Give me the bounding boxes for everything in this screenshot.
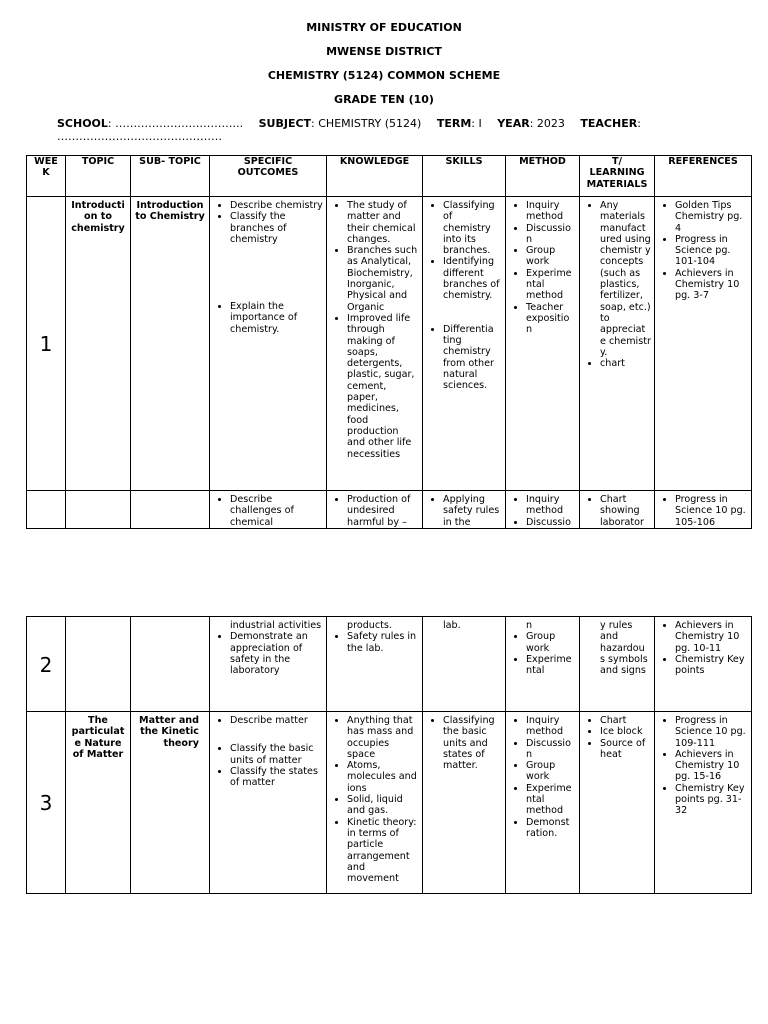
col-week: WEE K <box>27 156 66 197</box>
table-row <box>27 197 752 491</box>
continued-text: n <box>526 620 533 631</box>
knowledge-cell <box>327 617 423 712</box>
method-cell <box>506 617 580 712</box>
term-label: TERM <box>436 117 472 130</box>
list-item: • Progress in Science 10 pg. 109-111 <box>675 715 748 749</box>
col-subtopic: SUB- TOPIC <box>131 156 210 197</box>
list-item: • Chart showing laborator <box>600 494 651 528</box>
list-item: • Classifying of chemistry into its branches. <box>443 200 502 256</box>
materials-cell <box>580 617 655 712</box>
subtopic-cell: Introduction to Chemistry <box>131 197 210 491</box>
subject-value: : CHEMISTRY (5124) <box>311 117 422 130</box>
list-item: • Improved life through making of soaps, detergents, plastic, sugar, cement, paper, medicines, food production and other life necessities <box>347 313 419 460</box>
table-header-row <box>27 156 752 197</box>
header-district: MWENSE DISTRICT <box>326 45 442 58</box>
topic-cell: Introducti on to chemistry <box>66 197 131 491</box>
scheme-meta <box>57 117 717 143</box>
school-label: SCHOOL <box>57 117 108 130</box>
list-item: • Chemistry Key points <box>675 654 748 677</box>
year-value: : 2023 <box>529 117 565 130</box>
col-references: REFERENCES <box>655 156 752 197</box>
week-number: 3 <box>27 712 66 894</box>
skills-cell <box>423 617 506 712</box>
col-topic: TOPIC <box>66 156 131 197</box>
year-label: YEAR <box>497 117 530 130</box>
list-item: • Experime ntal <box>526 654 576 677</box>
list-item: • Chart <box>600 715 651 726</box>
col-materials: T/ LEARNING MATERIALS <box>580 156 655 197</box>
topic-cell-empty <box>66 617 131 712</box>
list-item: • Teacher expositio n <box>526 302 576 336</box>
header-grade: GRADE TEN (10) <box>334 93 434 106</box>
method-cell <box>506 197 580 491</box>
list-item: • Atoms, molecules and ions <box>347 760 419 794</box>
knowledge-cell <box>327 712 423 894</box>
list-item: • Group work <box>526 760 576 783</box>
list-item: • Chemistry Key points pg. 31-32 <box>675 783 748 817</box>
term-value: : I <box>471 117 482 130</box>
list-item: • Classifying the basic units and states of matter. <box>443 715 502 771</box>
materials-cell <box>580 491 655 529</box>
list-item: • Classify the states of matter <box>230 766 323 789</box>
outcomes-cell <box>210 197 327 491</box>
outcomes-cell <box>210 617 327 712</box>
list-item: • Inquiry method <box>526 200 576 223</box>
header-ministry: MINISTRY OF EDUCATION <box>306 21 462 34</box>
list-item: • The study of matter and their chemical changes. <box>347 200 419 245</box>
list-item: • Discussio n <box>526 738 576 761</box>
table-row <box>27 617 752 712</box>
col-knowledge: KNOWLEDGE <box>327 156 423 197</box>
scheme-table-part1 <box>26 155 752 529</box>
topic-cell-empty <box>66 491 131 529</box>
list-item: • Demonstrate an appreciation of safety in the laboratory <box>230 631 323 676</box>
list-item: • Applying safety rules in the <box>443 494 502 528</box>
list-item: • Solid, liquid and gas. <box>347 794 419 817</box>
list-item: • Group work <box>526 631 576 654</box>
scheme-table-part2 <box>26 616 752 894</box>
list-item: • Differentia ting chemistry from other natural sciences. <box>443 324 502 392</box>
list-item: • Experime ntal method <box>526 783 576 817</box>
skills-cell <box>423 712 506 894</box>
subject-label: SUBJECT <box>258 117 312 130</box>
continued-text: y rules and hazardou s symbols and signs <box>600 620 648 677</box>
list-item: • Achievers in Chemistry 10 pg. 15-16 <box>675 749 748 783</box>
continued-text: lab. <box>443 620 461 631</box>
knowledge-cell <box>327 197 423 491</box>
list-item: • Discussio n <box>526 223 576 246</box>
list-item: • Achievers in Chemistry 10 pg. 10-11 <box>675 620 748 654</box>
outcomes-cell <box>210 712 327 894</box>
list-item: • Group work <box>526 245 576 268</box>
materials-cell <box>580 197 655 491</box>
list-item: • Ice block <box>600 726 651 737</box>
table-row <box>27 491 752 529</box>
list-item: • Inquiry method <box>526 715 576 738</box>
week-number: 2 <box>27 617 66 712</box>
continued-text: products. <box>347 620 392 631</box>
list-item: • Discussio <box>526 517 576 528</box>
list-item: • Branches such as Analytical, Biochemistry, Inorganic, Physical and Organic <box>347 245 419 313</box>
subtopic-cell-empty <box>131 491 210 529</box>
list-item: • Any materials manufact ured using chemistr y concepts (such as plastics, fertilizer, soap, etc.) to appreciat e chemistr y. <box>600 200 651 358</box>
list-item: • Progress in Science pg. 101-104 <box>675 234 748 268</box>
list-item: • chart <box>600 358 651 369</box>
knowledge-cell <box>327 491 423 529</box>
references-cell <box>655 617 752 712</box>
header-scheme: CHEMISTRY (5124) COMMON SCHEME <box>267 69 501 82</box>
list-item: • Identifying different branches of chemistry. <box>443 256 502 301</box>
table-row <box>27 712 752 894</box>
col-method: METHOD <box>506 156 580 197</box>
list-item: • Explain the importance of chemistry. <box>230 301 323 335</box>
list-item: • Source of heat <box>600 738 651 761</box>
teacher-value: : ……………………………………… <box>57 117 641 143</box>
subtopic-cell-empty <box>131 617 210 712</box>
list-item: • Describe matter <box>230 715 323 726</box>
list-item: • Inquiry method <box>526 494 576 517</box>
week-cell-empty <box>27 491 66 529</box>
list-item: • Anything that has mass and occupies space <box>347 715 419 760</box>
list-item: • Describe challenges of chemical <box>230 494 323 528</box>
skills-cell <box>423 491 506 529</box>
list-item: • Experime ntal method <box>526 268 576 302</box>
outcomes-cell <box>210 491 327 529</box>
subtopic-cell: Matter and the Kinetic theory <box>131 712 210 894</box>
list-item: • Production of undesired harmful by – <box>347 494 419 528</box>
references-cell <box>655 491 752 529</box>
skills-cell <box>423 197 506 491</box>
list-item: • Classify the basic units of matter <box>230 743 323 766</box>
list-item: • Golden Tips Chemistry pg. 4 <box>675 200 748 234</box>
week-number: 1 <box>27 197 66 491</box>
references-cell <box>655 197 752 491</box>
teacher-label: TEACHER <box>580 117 638 130</box>
list-item: • Classify the branches of chemistry <box>230 211 323 245</box>
col-outcomes: SPECIFIC OUTCOMES <box>210 156 327 197</box>
list-item: • Safety rules in the lab. <box>347 631 419 654</box>
list-item: • Achievers in Chemistry 10 pg. 3-7 <box>675 268 748 302</box>
list-item: • Demonst ration. <box>526 817 576 840</box>
col-skills: SKILLS <box>423 156 506 197</box>
method-cell <box>506 712 580 894</box>
list-item: • Describe chemistry <box>230 200 323 211</box>
school-value: : …………………………….. <box>107 117 244 130</box>
list-item: • Kinetic theory: in terms of particle arrangement and movement <box>347 817 419 885</box>
materials-cell <box>580 712 655 894</box>
method-cell <box>506 491 580 529</box>
list-item: • Progress in Science 10 pg. 105-106 <box>675 494 748 528</box>
topic-cell: The particulat e Nature of Matter <box>66 712 131 894</box>
continued-text: industrial activities <box>230 620 322 631</box>
references-cell <box>655 712 752 894</box>
